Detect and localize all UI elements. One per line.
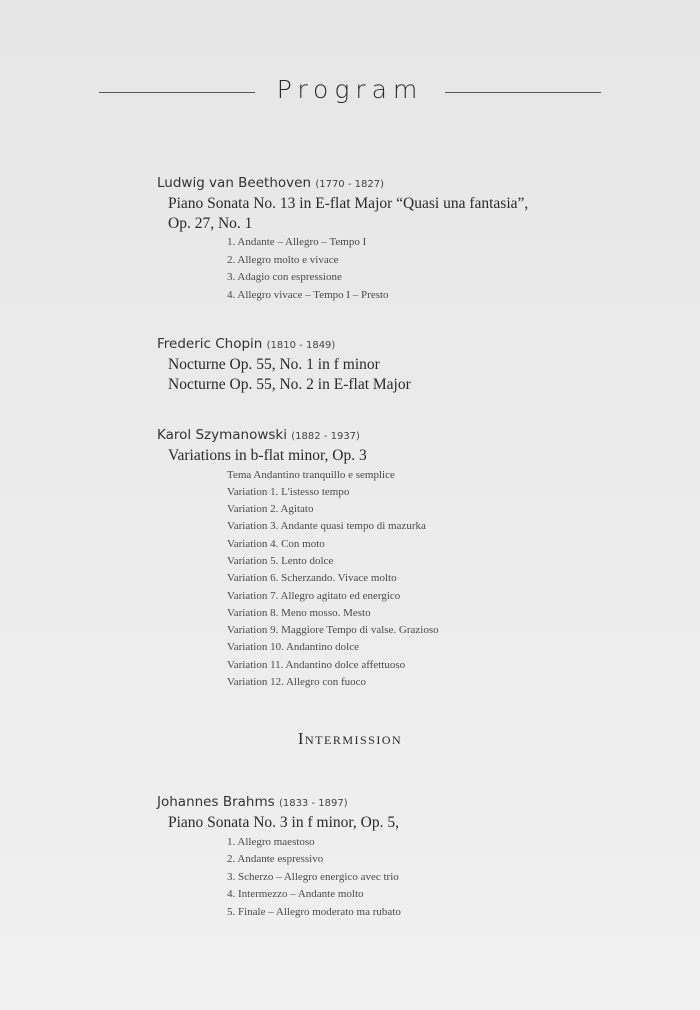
movement-item: Variation 2. Agitato: [227, 503, 314, 516]
work-title: Nocturne Op. 55, No. 1 in f minor: [168, 356, 380, 373]
movement-item: Variation 7. Allegro agitato ed energico: [227, 589, 401, 602]
header-rule-right: [445, 92, 601, 93]
movement-item: 1. Allegro maestoso: [227, 835, 315, 848]
composer-name: Frederic Chopin: [157, 336, 263, 352]
movement-item: Variation 8. Meno mosso. Mesto: [227, 606, 371, 619]
composer-line: [157, 426, 617, 446]
movement-item: Variation 9. Maggiore Tempo di valse. Grazioso: [227, 624, 439, 637]
movement-item: 5. Finale – Allegro moderato ma rubato: [227, 905, 401, 918]
movement-list: [157, 234, 617, 304]
movement-item: 1. Andante – Allegro – Tempo I: [227, 236, 367, 248]
composer-years: (1833 - 1897): [278, 798, 348, 809]
work-title: Nocturne Op. 55, No. 2 in E-flat Major: [168, 375, 411, 393]
program-item-chopin: [157, 335, 617, 394]
composer-years: (1882 - 1937): [291, 431, 360, 442]
program-item-beethoven: [157, 174, 617, 304]
composer-line: [157, 793, 617, 813]
page-title: Program: [276, 75, 424, 104]
movement-item: 4. Intermezzo – Andante molto: [227, 888, 364, 900]
movement-item: Variation 6. Scherzando. Vivace molto: [227, 572, 397, 585]
composer-name: Ludwig van Beethoven: [157, 175, 312, 191]
movement-item: Tema Andantino tranquillo e semplice: [227, 468, 395, 481]
movement-list: [157, 467, 617, 692]
work-title: Op. 27, No. 1: [168, 214, 253, 232]
movement-item: 4. Allegro vivace – Tempo I – Presto: [227, 288, 389, 301]
program-item-szymanowski: [157, 426, 617, 691]
movement-item: 2. Allegro molto e vivace: [227, 253, 339, 266]
movement-item: Variation 10. Andantino dolce: [227, 641, 359, 654]
composer-name: Johannes Brahms: [157, 794, 275, 810]
movement-item: Variation 3. Andante quasi tempo di mazurka: [227, 520, 426, 533]
work-title: Piano Sonata No. 3 in f minor, Op. 5,: [168, 814, 400, 831]
composer-line: [157, 335, 617, 355]
program-item-brahms: [157, 793, 617, 921]
movement-item: Variation 5. Lento dolce: [227, 554, 334, 567]
movement-item: 3. Adagio con espressione: [227, 271, 342, 283]
composer-line: [157, 174, 617, 194]
movement-item: Variation 11. Andantino dolce affettuoso: [227, 658, 406, 671]
movement-item: Variation 12. Allegro con fuoco: [227, 676, 366, 689]
movement-list: [157, 834, 617, 922]
movement-item: 3. Scherzo – Allegro energico avec trio: [227, 870, 399, 883]
movement-item: 2. Andante espressivo: [227, 853, 324, 865]
work-title: Variations in b-flat minor, Op. 3: [168, 447, 367, 464]
composer-name: Karol Szymanowski: [157, 427, 287, 443]
intermission-heading: Intermission: [297, 729, 403, 748]
movement-item: Variation 1. L'istesso tempo: [227, 485, 350, 498]
composer-years: (1770 - 1827): [315, 179, 384, 190]
work-title: Piano Sonata No. 13 in E-flat Major “Quasi una fantasia”,: [168, 195, 529, 212]
composer-years: (1810 - 1849): [266, 340, 336, 351]
program-header: [0, 72, 700, 112]
movement-item: Variation 4. Con moto: [227, 537, 325, 550]
